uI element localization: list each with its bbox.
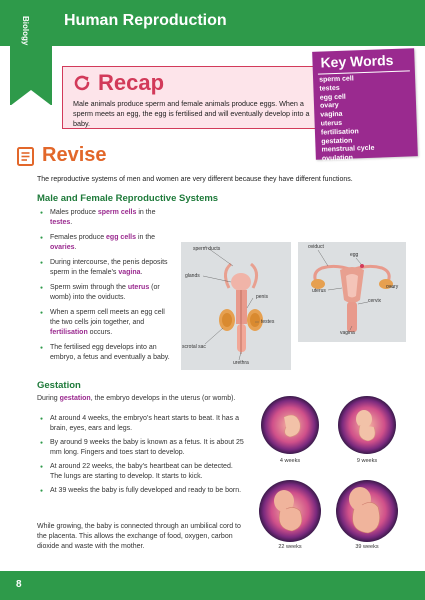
systems-bullet: ● During intercourse, the penis deposits sperm in the female’s vagina. <box>40 258 175 278</box>
systems-bullet: ● When a sperm cell meets an egg cell the two cells join together, and fertilisation occurs. <box>40 308 175 338</box>
key-words-box <box>312 48 418 163</box>
page-number: 8 <box>16 579 22 590</box>
label-vagina: vagina <box>340 330 355 336</box>
recap-text: Male animals produce sperm and female animals produce eggs. When a sperm meets an egg, the egg is fertilised and will eventually develop into a baby. <box>73 99 310 128</box>
fetus-39-weeks-image <box>336 480 398 542</box>
key-word-item: uterus <box>320 119 343 128</box>
label-ovary: ovary <box>386 284 399 290</box>
label-scrotal-sac: scrotal sac <box>182 344 206 350</box>
key-words-title: Key Words <box>320 51 394 71</box>
subject-label: Biology <box>21 16 30 46</box>
fetus-22-weeks-image <box>259 480 321 542</box>
gestation-bullet: ● At 39 weeks the baby is fully developed and ready to be born. <box>40 486 245 496</box>
gestation-bullet: ● By around 9 weeks the baby is known as a fetus. It is about 25 mm long. Fingers and toes start to develop. <box>40 438 245 458</box>
male-reproductive-diagram <box>181 242 291 370</box>
label-penis: penis <box>256 294 268 300</box>
systems-bullet: ● Females produce egg cells in the ovaries. <box>40 233 175 253</box>
label-cervix: cervix <box>368 298 382 304</box>
fetus-label-22-weeks: 22 weeks <box>278 544 302 550</box>
key-word-item: sperm cell <box>319 75 354 84</box>
systems-heading: Male and Female Reproductive Systems <box>37 193 219 204</box>
key-word-item: ovary <box>319 102 339 110</box>
male-anatomy-illustration <box>181 242 291 370</box>
gestation-closing: While growing, the baby is connected through an umbilical cord to the placenta. This allows the exchange of food, oxygen, carbon dioxide and waste with the mother. <box>37 523 241 550</box>
systems-bullet: ● The fertilised egg develops into an embryo, a fetus and eventually a baby. <box>40 343 175 363</box>
footer-bar <box>0 571 425 600</box>
key-words-list <box>319 75 375 165</box>
key-words-divider <box>318 70 410 74</box>
fetus-label-9-weeks: 9 weeks <box>356 458 378 464</box>
gestation-bullet: ● At around 22 weeks, the baby’s heartbeat can be detected. The lungs are starting to develop. It starts to kick. <box>40 462 245 482</box>
fetus-label-4-weeks: 4 weeks <box>279 458 301 464</box>
recap-refresh-icon <box>72 73 92 93</box>
label-glands: glands <box>185 273 200 279</box>
key-word-item: vagina <box>320 110 343 119</box>
systems-bullet: ● Males produce sperm cells in the testes. <box>40 208 175 228</box>
revise-intro: The reproductive systems of men and women are very different because they have different functions. <box>37 176 353 183</box>
label-sperm-ducts: sperm ducts <box>193 246 221 252</box>
label-uterus: uterus <box>312 288 326 294</box>
recap-title: Recap <box>98 70 165 95</box>
label-egg: egg <box>350 252 359 258</box>
label-oviduct: oviduct <box>308 244 324 250</box>
fetus-4-weeks-image <box>261 396 319 454</box>
fetus-9-weeks-image <box>338 396 396 454</box>
gestation-intro: During gestation, the embryo develops in the uterus (or womb). <box>37 395 236 402</box>
key-word-item: testes <box>319 84 340 93</box>
systems-bullet: ● Sperm swim through the uterus (or womb) into the oviducts. <box>40 283 175 303</box>
gestation-bullet-list <box>40 414 245 500</box>
revise-title: Revise <box>42 144 107 166</box>
key-word-item: ovulation <box>321 154 354 163</box>
systems-bullet-list <box>40 208 175 368</box>
subject-ribbon <box>10 0 52 105</box>
fetus-stage-illustrations <box>256 395 406 555</box>
header-bar <box>0 0 425 46</box>
label-urethra: urethra <box>233 360 249 366</box>
recap-heading <box>72 70 164 96</box>
key-word-item: egg cell <box>319 93 346 102</box>
key-word-item: gestation <box>321 137 353 146</box>
fetus-label-39-weeks: 39 weeks <box>355 544 379 550</box>
label-testes: testes <box>261 319 275 325</box>
key-word-item: fertilisation <box>320 128 359 137</box>
female-reproductive-diagram <box>298 242 406 342</box>
page-title: Human Reproduction <box>64 12 227 29</box>
revise-heading <box>16 144 107 167</box>
gestation-bullet: ● At around 4 weeks, the embryo’s heart starts to beat. It has a brain, eyes, ears and legs. <box>40 414 245 434</box>
key-word-item: menstrual cycle <box>321 145 375 154</box>
notepad-icon <box>16 146 36 166</box>
gestation-heading: Gestation <box>37 380 81 391</box>
